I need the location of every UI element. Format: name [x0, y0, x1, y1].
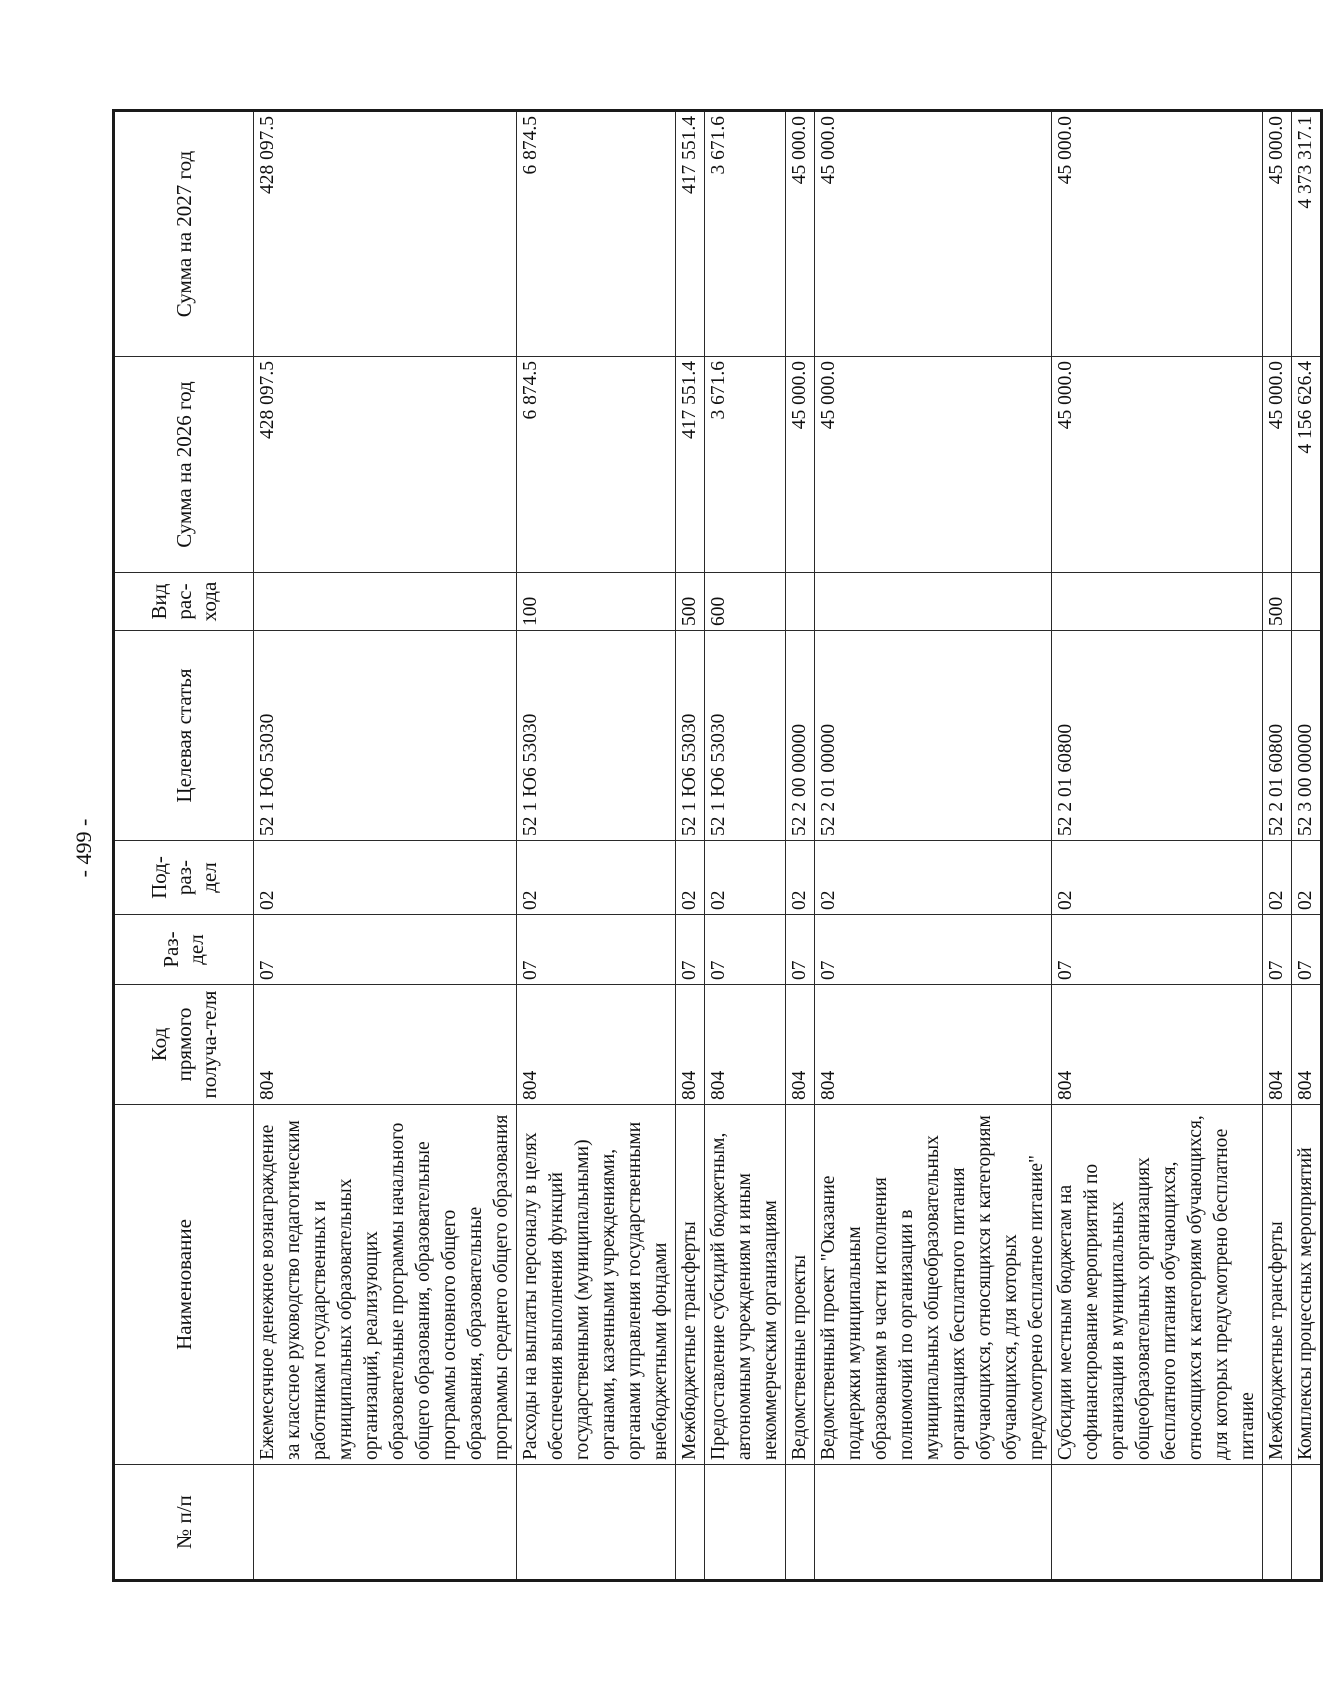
row-section: 07	[517, 915, 676, 985]
row-subsection: 02	[705, 841, 786, 915]
row-sum-2027: 45 000.0	[786, 111, 815, 357]
row-code: 804	[705, 985, 786, 1105]
row-num	[676, 1465, 705, 1581]
header-subsection: Под-раз-дел	[114, 841, 254, 915]
row-expense-type: 600	[705, 573, 786, 631]
table-row	[1052, 111, 1263, 1581]
header-row	[114, 111, 254, 1581]
table-row	[786, 111, 815, 1581]
row-section: 07	[1263, 915, 1292, 985]
row-section: 07	[815, 915, 1052, 985]
row-section: 07	[786, 915, 815, 985]
row-name: Ведомственные проекты	[786, 1105, 815, 1465]
row-expense-type: 100	[517, 573, 676, 631]
row-code: 804	[1263, 985, 1292, 1105]
row-name: Межбюджетные трансферты	[676, 1105, 705, 1465]
row-expense-type	[254, 573, 517, 631]
row-code: 804	[676, 985, 705, 1105]
row-num	[1263, 1465, 1292, 1581]
row-name: Субсидии местным бюджетам на софинансирование мероприятий по организации в муниципальных общеобразовательных организациях бесплатного питания обучающихся, относящихся к категориям обучающихся, для которых предусмотрено бесплатное питание	[1052, 1105, 1263, 1465]
header-section: Раз-дел	[114, 915, 254, 985]
row-target: 52 2 00 00000	[786, 631, 815, 841]
row-target: 52 2 01 60800	[1052, 631, 1263, 841]
row-sum-2026: 6 874.5	[517, 357, 676, 573]
header-sum-2027: Сумма на 2027 год	[114, 111, 254, 357]
table-row	[1292, 111, 1322, 1581]
row-num	[705, 1465, 786, 1581]
row-target: 52 1 Ю6 53030	[676, 631, 705, 841]
row-subsection: 02	[786, 841, 815, 915]
row-sum-2027: 45 000.0	[1052, 111, 1263, 357]
row-name: Комплексы процессных мероприятий	[1292, 1105, 1322, 1465]
header-target: Целевая статья	[114, 631, 254, 841]
row-sum-2027: 4 373 317.1	[1292, 111, 1322, 357]
row-section: 07	[676, 915, 705, 985]
header-code: Код прямого получа-теля	[114, 985, 254, 1105]
row-num	[786, 1465, 815, 1581]
row-target: 52 2 01 00000	[815, 631, 1052, 841]
header-sum-2026: Сумма на 2026 год	[114, 357, 254, 573]
row-name: Предоставление субсидий бюджетным, автономным учреждениям и иным некоммерческим организациям	[705, 1105, 786, 1465]
row-section: 07	[254, 915, 517, 985]
row-target: 52 2 01 60800	[1263, 631, 1292, 841]
row-target: 52 1 Ю6 53030	[254, 631, 517, 841]
row-subsection: 02	[1052, 841, 1263, 915]
row-expense-type: 500	[676, 573, 705, 631]
row-sum-2027: 45 000.0	[815, 111, 1052, 357]
row-name: Межбюджетные трансферты	[1263, 1105, 1292, 1465]
row-subsection: 02	[1263, 841, 1292, 915]
row-subsection: 02	[1292, 841, 1322, 915]
table-row	[517, 111, 676, 1581]
row-num	[1292, 1465, 1322, 1581]
row-sum-2027: 3 671.6	[705, 111, 786, 357]
row-sum-2026: 45 000.0	[815, 357, 1052, 573]
row-sum-2026: 45 000.0	[786, 357, 815, 573]
row-subsection: 02	[676, 841, 705, 915]
row-code: 804	[517, 985, 676, 1105]
budget-table	[112, 109, 1323, 1582]
header-name: Наименование	[114, 1105, 254, 1465]
row-subsection: 02	[254, 841, 517, 915]
table-row	[815, 111, 1052, 1581]
row-sum-2027: 417 551.4	[676, 111, 705, 357]
row-sum-2026: 45 000.0	[1263, 357, 1292, 573]
row-sum-2026: 4 156 626.4	[1292, 357, 1322, 573]
page-number-text: - 499 -	[71, 818, 96, 878]
header-expense-type: Вид рас-хода	[114, 573, 254, 631]
row-section: 07	[1052, 915, 1263, 985]
row-section: 07	[705, 915, 786, 985]
table-row	[705, 111, 786, 1581]
row-target: 52 1 Ю6 53030	[517, 631, 676, 841]
row-num	[517, 1465, 676, 1581]
table-row	[1263, 111, 1292, 1581]
table-row	[254, 111, 517, 1581]
row-target: 52 1 Ю6 53030	[705, 631, 786, 841]
rotated-table-wrapper	[112, 112, 1316, 1582]
header-num: № п/п	[114, 1465, 254, 1581]
row-expense-type	[815, 573, 1052, 631]
row-code: 804	[815, 985, 1052, 1105]
row-code: 804	[786, 985, 815, 1105]
row-sum-2026: 3 671.6	[705, 357, 786, 573]
row-num	[815, 1465, 1052, 1581]
row-target: 52 3 00 00000	[1292, 631, 1322, 841]
row-name: Расходы на выплаты персоналу в целях обеспечения выполнения функций государственными (муниципальными) органами, казенными учреждениями, органами управления государственными внебюджетными фондами	[517, 1105, 676, 1465]
row-sum-2027: 45 000.0	[1263, 111, 1292, 357]
row-name: Ведомственный проект "Оказание поддержки муниципальным образованиям в части исполнения полномочий по организации в муниципальных общеобразовательных организациях бесплатного питания обучающихся, относящихся к категориям обучающихся, для которых предусмотрено бесплатное питание"	[815, 1105, 1052, 1465]
row-subsection: 02	[517, 841, 676, 915]
row-sum-2027: 428 097.5	[254, 111, 517, 357]
row-num	[1052, 1465, 1263, 1581]
row-expense-type	[786, 573, 815, 631]
row-sum-2027: 6 874.5	[517, 111, 676, 357]
row-num	[254, 1465, 517, 1581]
row-expense-type	[1292, 573, 1322, 631]
row-sum-2026: 428 097.5	[254, 357, 517, 573]
row-sum-2026: 45 000.0	[1052, 357, 1263, 573]
row-subsection: 02	[815, 841, 1052, 915]
table-row	[676, 111, 705, 1581]
row-code: 804	[254, 985, 517, 1105]
row-code: 804	[1052, 985, 1263, 1105]
row-expense-type: 500	[1263, 573, 1292, 631]
row-sum-2026: 417 551.4	[676, 357, 705, 573]
row-section: 07	[1292, 915, 1322, 985]
row-code: 804	[1292, 985, 1322, 1105]
row-expense-type	[1052, 573, 1263, 631]
row-name: Ежемесячное денежное вознаграждение за классное руководство педагогическим работникам государственных и муниципальных образовательных организаций, реализующих образовательные программы начального общего образования, образовательные программы основного общего образования, образовательные программы среднего общего образования	[254, 1105, 517, 1465]
